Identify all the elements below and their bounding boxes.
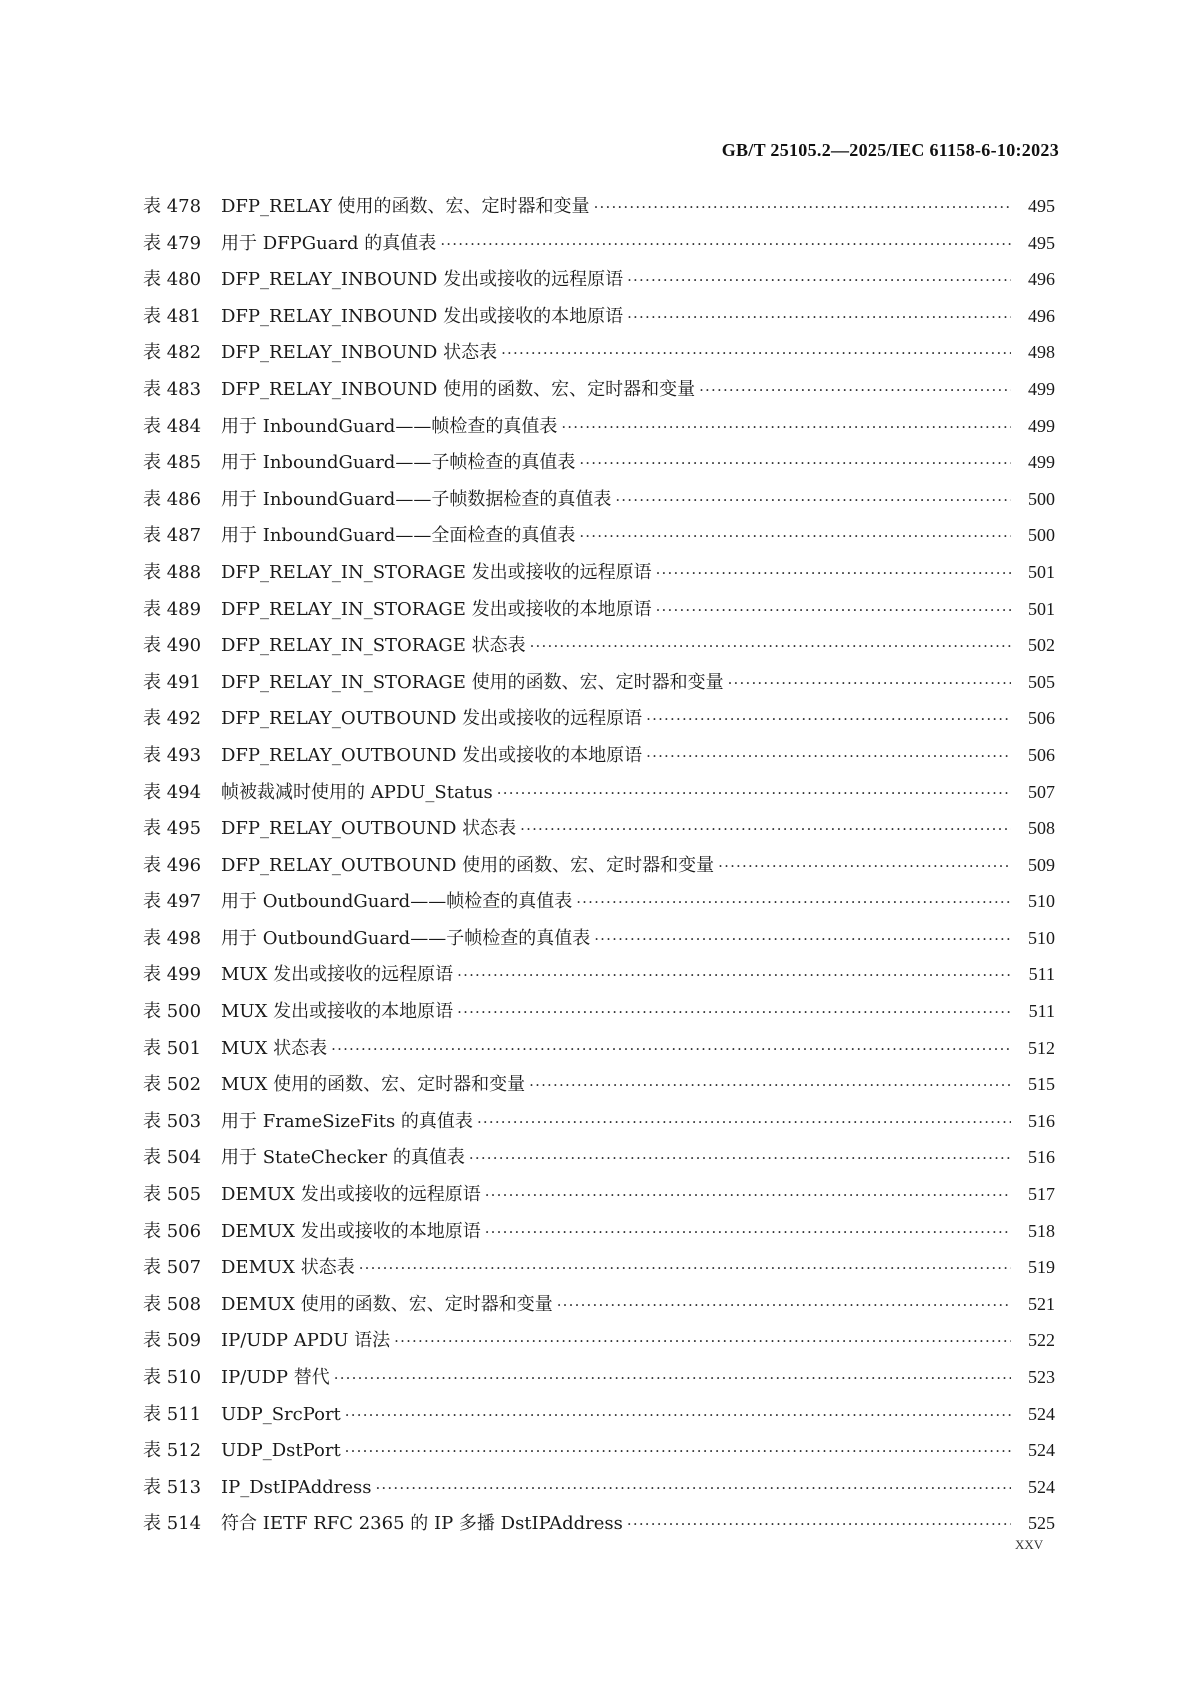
toc-entry-page: 500 (1028, 525, 1055, 546)
toc-entry-label: 表 482 (143, 342, 202, 364)
toc-entry[interactable] (143, 778, 1055, 815)
toc-entry-title: DFP_RELAY_OUTBOUND 使用的函数、宏、定时器和变量 (221, 854, 715, 876)
toc-entry-title: IP_DstIPAddress (221, 1476, 372, 1498)
toc-entry-page: 512 (1028, 1037, 1055, 1058)
toc-entry[interactable] (143, 1400, 1055, 1437)
dot-leader (728, 674, 1011, 692)
toc-entry-label: 表 492 (143, 708, 202, 730)
toc-entry-label: 表 496 (143, 854, 202, 876)
dot-leader (594, 930, 1011, 948)
toc-entry-title: MUX 状态表 (221, 1037, 328, 1059)
toc-entry-title: UDP_DstPort (221, 1440, 341, 1462)
dot-leader (594, 198, 1011, 216)
toc-entry-title: DFP_RELAY_INBOUND 使用的函数、宏、定时器和变量 (221, 378, 696, 400)
toc-entry-title: 帧被裁减时使用的 APDU_Status (221, 781, 493, 803)
toc-entry-page: 518 (1028, 1220, 1055, 1241)
toc-entry-title: 用于 FrameSizeFits 的真值表 (221, 1110, 473, 1132)
dot-leader (331, 1040, 1011, 1058)
toc-entry[interactable] (143, 192, 1055, 229)
toc-entry-label: 表 494 (143, 781, 202, 803)
toc-entry-page: 499 (1028, 452, 1055, 473)
dot-leader (576, 893, 1011, 911)
toc-entry-title: 用于 InboundGuard——子帧检查的真值表 (221, 452, 576, 474)
toc-entry-label: 表 511 (143, 1403, 202, 1425)
toc-entry-page: 495 (1028, 232, 1055, 253)
toc-entry-label: 表 484 (143, 415, 202, 437)
toc-entry[interactable] (143, 1253, 1055, 1290)
toc-entry-label: 表 480 (143, 269, 202, 291)
toc-entry-title: 用于 OutboundGuard——帧检查的真值表 (221, 891, 573, 913)
toc-entry-page: 510 (1028, 927, 1055, 948)
toc-entry[interactable] (143, 1326, 1055, 1363)
toc-entry[interactable] (143, 741, 1055, 778)
toc-entry-title: DFP_RELAY_IN_STORAGE 发出或接收的本地原语 (221, 598, 652, 620)
toc-entry-title: DEMUX 使用的函数、宏、定时器和变量 (221, 1293, 553, 1315)
toc-entry-title: DFP_RELAY_OUTBOUND 发出或接收的远程原语 (221, 708, 643, 730)
dot-leader (375, 1479, 1011, 1497)
toc-entry-label: 表 479 (143, 232, 202, 254)
toc-entry[interactable] (143, 412, 1055, 449)
page-number: XXV (1015, 1537, 1044, 1552)
dot-leader (627, 308, 1011, 326)
toc-entry[interactable] (143, 631, 1055, 668)
dot-leader (457, 966, 1011, 984)
toc-entry-title: DFP_RELAY_INBOUND 发出或接收的本地原语 (221, 305, 624, 327)
toc-entry-label: 表 481 (143, 305, 202, 327)
dot-leader (485, 1223, 1011, 1241)
dot-leader (359, 1259, 1011, 1277)
toc-entry[interactable] (143, 1143, 1055, 1180)
toc-entry-title: 用于 InboundGuard——帧检查的真值表 (221, 415, 558, 437)
dot-leader (345, 1442, 1011, 1460)
toc-entry[interactable] (143, 1034, 1055, 1071)
toc-entry[interactable] (143, 1473, 1055, 1510)
toc-entry-title: MUX 使用的函数、宏、定时器和变量 (221, 1074, 526, 1096)
toc-entry-label: 表 512 (143, 1440, 202, 1462)
toc-entry-label: 表 509 (143, 1330, 202, 1352)
toc-entry-title: 用于 InboundGuard——全面检查的真值表 (221, 525, 576, 547)
toc-entry[interactable] (143, 448, 1055, 485)
dot-leader (477, 1113, 1011, 1131)
toc-entry-page: 524 (1028, 1403, 1055, 1424)
toc-entry-title: DFP_RELAY 使用的函数、宏、定时器和变量 (221, 196, 590, 217)
dot-leader (440, 235, 1011, 253)
toc-entry-page: 522 (1028, 1330, 1055, 1351)
toc-entry-label: 表 489 (143, 598, 202, 620)
toc-entry-page: 501 (1028, 598, 1055, 619)
dot-leader (394, 1332, 1011, 1350)
toc-entry-title: UDP_SrcPort (221, 1403, 341, 1425)
toc-entry[interactable] (143, 997, 1055, 1034)
toc-entry-label: 表 504 (143, 1147, 202, 1169)
toc-entry-page: 525 (1028, 1513, 1055, 1534)
dot-leader (615, 491, 1011, 509)
toc-entry[interactable] (143, 375, 1055, 412)
toc-entry-title: DFP_RELAY_IN_STORAGE 使用的函数、宏、定时器和变量 (221, 671, 724, 693)
toc-entry[interactable] (143, 1070, 1055, 1107)
toc-entry[interactable] (143, 704, 1055, 741)
toc-entry-page: 501 (1028, 561, 1055, 582)
toc-entry-label: 表 490 (143, 635, 202, 657)
toc-entry-page: 496 (1028, 305, 1055, 326)
toc-entry-page: 498 (1028, 342, 1055, 363)
toc-entry[interactable] (143, 302, 1055, 339)
toc-entry-label: 表 478 (143, 196, 202, 217)
toc-entry[interactable] (143, 1509, 1055, 1546)
toc-entry-page: 505 (1028, 671, 1055, 692)
dot-leader (561, 418, 1011, 436)
toc-entry-title: DFP_RELAY_OUTBOUND 发出或接收的本地原语 (221, 744, 643, 766)
toc-entry-label: 表 507 (143, 1257, 202, 1279)
toc-entry-page: 506 (1028, 744, 1055, 765)
dot-leader (646, 710, 1011, 728)
toc-entry[interactable] (143, 851, 1055, 888)
toc-entry-label: 表 499 (143, 964, 202, 986)
toc-entry-page: 521 (1028, 1293, 1055, 1314)
dot-leader (579, 454, 1011, 472)
dot-leader (485, 1186, 1011, 1204)
toc-entry-title: DFP_RELAY_IN_STORAGE 状态表 (221, 635, 526, 657)
toc-entry-title: 用于 DFPGuard 的真值表 (221, 232, 437, 254)
toc-entry-label: 表 493 (143, 744, 202, 766)
toc-entry-title: DFP_RELAY_IN_STORAGE 发出或接收的远程原语 (221, 561, 652, 583)
toc-entry[interactable] (143, 1290, 1055, 1327)
toc-entry-label: 表 500 (143, 1001, 202, 1023)
toc-entry-label: 表 513 (143, 1476, 202, 1498)
toc-entry[interactable] (143, 595, 1055, 632)
toc-entry-label: 表 503 (143, 1110, 202, 1132)
toc-entry-page: 502 (1028, 635, 1055, 656)
toc-entry[interactable] (143, 521, 1055, 558)
toc-entry-page: 506 (1028, 708, 1055, 729)
dot-leader (557, 1296, 1011, 1314)
toc-entry[interactable] (143, 1107, 1055, 1144)
toc-entry-page: 500 (1028, 488, 1055, 509)
toc-entry[interactable] (143, 229, 1055, 266)
toc-entry-page: 509 (1028, 854, 1055, 875)
toc-entry-label: 表 495 (143, 818, 202, 840)
toc-entry-label: 表 491 (143, 671, 202, 693)
toc-entry-title: DFP_RELAY_INBOUND 状态表 (221, 342, 498, 364)
toc-entry-page: 516 (1028, 1110, 1055, 1131)
toc-entry-title: 用于 OutboundGuard——子帧检查的真值表 (221, 927, 591, 949)
dot-leader (718, 857, 1011, 875)
toc-entry-page: 499 (1028, 378, 1055, 399)
toc-entry-title: DFP_RELAY_OUTBOUND 状态表 (221, 818, 517, 840)
dot-leader (520, 820, 1011, 838)
toc-entry-label: 表 508 (143, 1293, 202, 1315)
dot-leader (699, 381, 1011, 399)
toc-entry-label: 表 506 (143, 1220, 202, 1242)
dot-leader (529, 1076, 1011, 1094)
toc-entry-label: 表 485 (143, 452, 202, 474)
toc-entry-label: 表 501 (143, 1037, 202, 1059)
toc-entry[interactable] (143, 265, 1055, 302)
toc-entry[interactable] (143, 924, 1055, 961)
dot-leader (501, 344, 1011, 362)
toc-entry-title: DEMUX 状态表 (221, 1257, 355, 1279)
toc-entry-label: 表 487 (143, 525, 202, 547)
toc-entry[interactable] (143, 558, 1055, 595)
toc-entry-title: IP/UDP APDU 语法 (221, 1330, 391, 1352)
dot-leader (334, 1369, 1011, 1387)
dot-leader (345, 1406, 1011, 1424)
toc-entry-page: 511 (1028, 964, 1055, 985)
toc-entry-label: 表 505 (143, 1184, 202, 1206)
toc-entry-page: 507 (1028, 781, 1055, 802)
toc-entry-label: 表 488 (143, 561, 202, 583)
toc-entry[interactable] (143, 1180, 1055, 1217)
dot-leader (656, 601, 1011, 619)
toc-entry-page: 496 (1028, 269, 1055, 290)
dot-leader (656, 564, 1011, 582)
toc-entry-label: 表 514 (143, 1513, 202, 1535)
toc-entry[interactable] (143, 338, 1055, 375)
dot-leader (579, 527, 1011, 545)
toc-entry-page: 519 (1028, 1257, 1055, 1278)
toc-entry-page: 515 (1028, 1074, 1055, 1095)
toc-entry-label: 表 497 (143, 891, 202, 913)
toc-entry[interactable] (143, 1217, 1055, 1254)
toc-entry-title: MUX 发出或接收的本地原语 (221, 1001, 454, 1023)
toc-entry-page: 524 (1028, 1440, 1055, 1461)
toc-entry[interactable] (143, 1436, 1055, 1473)
toc-entry-title: 用于 InboundGuard——子帧数据检查的真值表 (221, 488, 612, 510)
toc-entry-title: DEMUX 发出或接收的本地原语 (221, 1220, 481, 1242)
toc-entry-label: 表 510 (143, 1367, 202, 1388)
dot-leader (497, 784, 1011, 802)
document-header: GB/T 25105.2—2025/IEC 61158-6-10:2023 (721, 140, 1059, 160)
toc-entry-page: 516 (1028, 1147, 1055, 1168)
toc-entry-title: 用于 StateChecker 的真值表 (221, 1147, 465, 1169)
toc-entry-title: DFP_RELAY_INBOUND 发出或接收的远程原语 (221, 269, 624, 291)
toc-entry-page: 499 (1028, 415, 1055, 436)
toc-entry[interactable] (143, 887, 1055, 924)
toc-entry-page: 511 (1028, 1001, 1055, 1022)
toc-entry-page: 523 (1028, 1367, 1055, 1387)
toc-entry-title: IP/UDP 替代 (221, 1367, 330, 1388)
toc-entry-label: 表 483 (143, 378, 202, 400)
toc-entry[interactable] (143, 814, 1055, 851)
toc-entry-page: 517 (1028, 1184, 1055, 1205)
toc-entry-page: 495 (1028, 196, 1055, 216)
dot-leader (627, 1515, 1011, 1533)
toc-entry-label: 表 502 (143, 1074, 202, 1096)
toc-entry[interactable] (143, 485, 1055, 522)
dot-leader (627, 271, 1011, 289)
toc-entry-title: DEMUX 发出或接收的远程原语 (221, 1184, 481, 1206)
toc-entry[interactable] (143, 1363, 1055, 1400)
dot-leader (469, 1149, 1011, 1167)
toc-entry-page: 508 (1028, 818, 1055, 839)
dot-leader (457, 1003, 1011, 1021)
table-of-contents (143, 192, 1055, 1546)
dot-leader (530, 637, 1011, 655)
toc-entry-title: MUX 发出或接收的远程原语 (221, 964, 454, 986)
dot-leader (646, 747, 1011, 765)
toc-entry-page: 510 (1028, 891, 1055, 912)
toc-entry-label: 表 486 (143, 488, 202, 510)
toc-entry[interactable] (143, 668, 1055, 705)
toc-entry-page: 524 (1028, 1476, 1055, 1497)
toc-entry[interactable] (143, 960, 1055, 997)
toc-entry-label: 表 498 (143, 927, 202, 949)
toc-entry-title: 符合 IETF RFC 2365 的 IP 多播 DstIPAddress (221, 1513, 623, 1535)
